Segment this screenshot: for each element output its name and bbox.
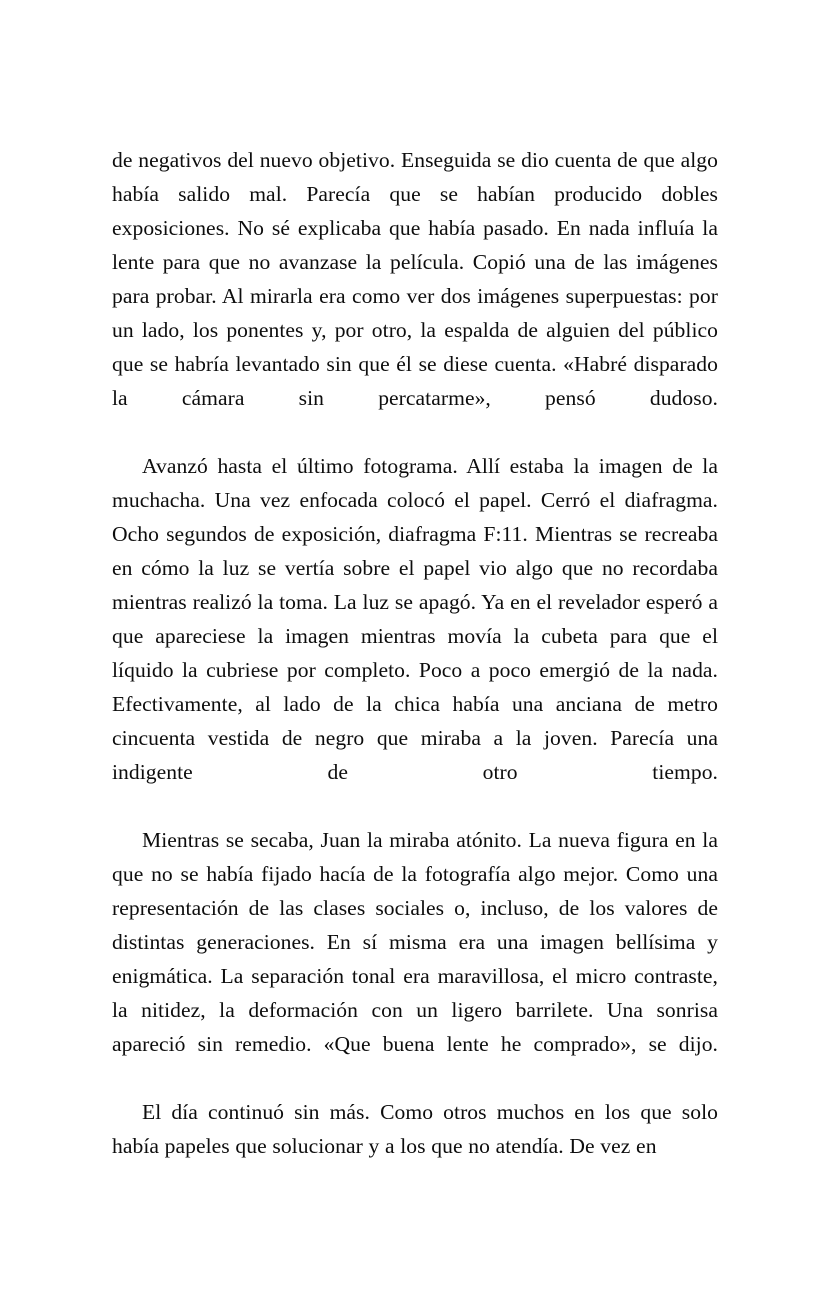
paragraph-1: de negativos del nuevo objetivo. Enseguida se dio cuenta de que algo había salido mal. Parecía que se habían producido dobles exposiciones. No sé explicaba que había pasado. En nada influía la lente para que no avanzase la película. Copió una de las imágenes para probar. Al mirarla era como ver dos imágenes superpuestas: por un lado, los ponentes y, por otro, la espalda de alguien del público que se habría levantado sin que él se diese cuenta. «Habré disparado la cámara sin percatarme», pensó dudoso. bbox=[112, 148, 718, 410]
body-text-block bbox=[112, 143, 718, 1163]
paragraph-2: Avanzó hasta el último fotograma. Allí estaba la imagen de la muchacha. Una vez enfocada colocó el papel. Cerró el diafragma. Ocho segundos de exposición, diafragma F:11. Mientras se recreaba en cómo la luz se vertía sobre el papel vio algo que no recordaba mientras realizó la toma. La luz se apagó. Ya en el revelador esperó a que apareciese la imagen mientras movía la cubeta para que el líquido la cubriese por completo. Poco a poco emergió de la nada. Efectivamente, al lado de la chica había una anciana de metro cincuenta vestida de negro que miraba a la joven. Parecía una indigente de otro tiempo. bbox=[112, 454, 718, 784]
paragraph-3: Mientras se secaba, Juan la miraba atónito. La nueva figura en la que no se había fijado hacía de la fotografía algo mejor. Como una representación de las clases sociales o, incluso, de los valores de distintas generaciones. En sí misma era una imagen bellísima y enigmática. La separación tonal era maravillosa, el micro contraste, la nitidez, la deformación con un ligero barrilete. Una sonrisa apareció sin remedio. «Que buena lente he comprado», se dijo. bbox=[112, 828, 718, 1056]
paragraph-4: El día continuó sin más. Como otros muchos en los que solo había papeles que solucionar y a los que no atendía. De vez en bbox=[112, 1100, 718, 1158]
